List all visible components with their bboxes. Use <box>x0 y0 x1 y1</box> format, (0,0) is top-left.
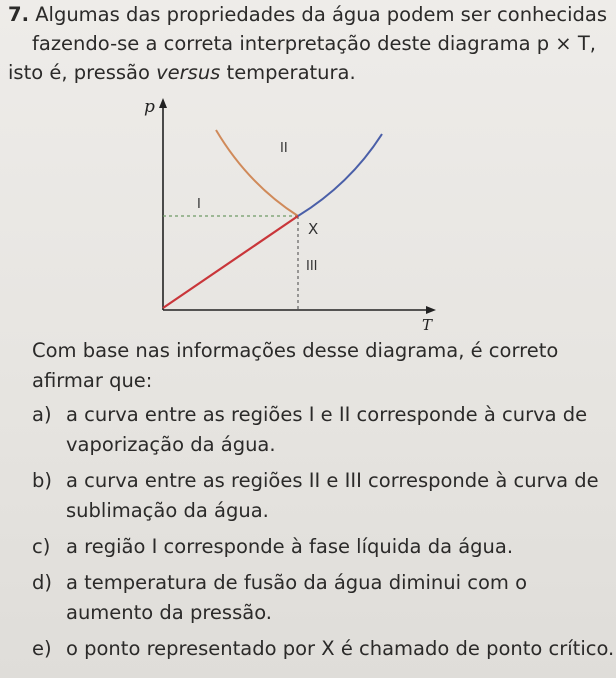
question-versus: versus <box>156 61 221 84</box>
answer-options <box>32 400 616 664</box>
question-stem: Com base nas informações desse diagrama, é correto afirmar que: <box>32 339 559 392</box>
point-X-label: X <box>308 220 319 238</box>
option-b-text: a curva entre as regiões II e III corresponde à curva de sublimação da água. <box>66 469 599 522</box>
question-number: 7. <box>8 3 29 26</box>
x-axis-label: T <box>422 316 433 332</box>
option-c[interactable] <box>32 532 616 562</box>
x-axis-arrow <box>426 306 436 314</box>
question-line-3-start: isto é, pressão <box>8 61 157 84</box>
question-line-3-end: temperatura. <box>220 61 356 84</box>
option-e-text: o ponto representado por X é chamado de ponto crítico. <box>66 637 615 660</box>
option-c-text: a região I corresponde à fase líquida da água. <box>66 535 514 558</box>
option-d-letter: d) <box>32 571 52 594</box>
question-line-3 <box>8 58 608 87</box>
question-line-1: Algumas das propriedades da água podem ser conhecidas <box>35 3 608 26</box>
sublimation-curve <box>163 216 298 308</box>
question-line-2: fazendo-se a correta interpretação deste diagrama p × T, <box>32 32 596 55</box>
region-II-label: II <box>280 141 288 156</box>
question-statement <box>8 0 608 87</box>
vaporization-curve <box>298 134 382 216</box>
y-axis-label: p <box>144 97 155 117</box>
option-a[interactable] <box>32 400 616 460</box>
option-e[interactable] <box>32 634 616 664</box>
region-I-label: I <box>197 197 201 212</box>
phase-diagram <box>130 92 450 332</box>
option-d-text: a temperatura de fusão da água diminui com o aumento da pressão. <box>66 571 528 624</box>
option-a-text: a curva entre as regiões I e II corresponde à curva de vaporização da água. <box>66 403 588 456</box>
option-a-letter: a) <box>32 403 52 426</box>
option-d[interactable] <box>32 568 616 628</box>
option-b[interactable] <box>32 466 616 526</box>
y-axis-arrow <box>159 98 167 108</box>
option-e-letter: e) <box>32 637 52 660</box>
option-b-letter: b) <box>32 469 52 492</box>
option-c-letter: c) <box>32 535 51 558</box>
region-III-label: III <box>306 259 318 274</box>
